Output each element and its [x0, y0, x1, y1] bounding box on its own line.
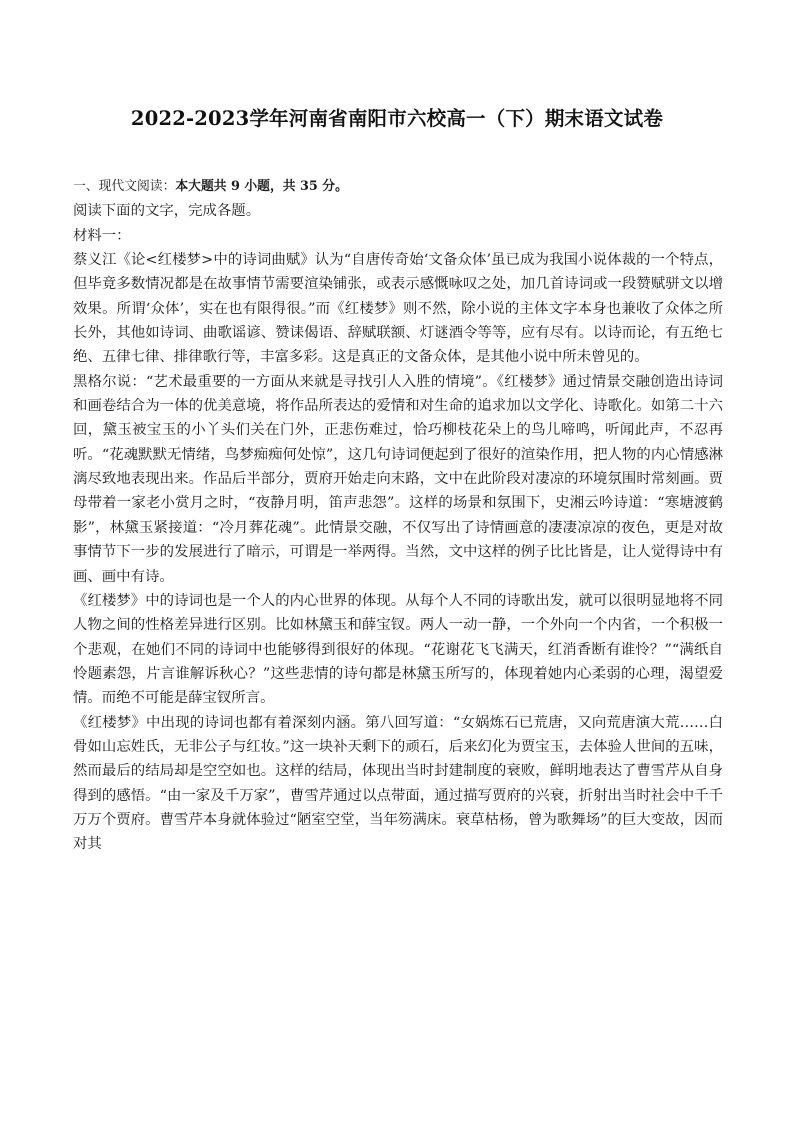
paragraph: 蔡义江《论<红楼梦>中的诗词曲赋》认为“自唐传奇始‘文备众体’虽已成为我国小说体裁的一个特点，但毕竟多数情况都是在故事情节需要渲染铺张，或表示感慨咏叹之处，加几首诗词或一段赞赋骈文以增效果。所谓‘众体’，实在也有限得很。”而《红楼梦》则不然，除小说的主体文字本身也兼收了众体之所长外，其他如诗词、曲歌谣谚、赞诔偈语、辞赋联额、灯谜酒令等等，应有尽有。以诗而论，有五绝七绝、五律七律、排律歌行等，丰富多彩。这是真正的文备众体，是其他小说中所未曾见的。 [73, 252, 723, 366]
document-body [73, 175, 723, 857]
section-score-info: 本大题共 9 小题，共 35 分。 [175, 179, 348, 194]
paragraph: 《红楼梦》中出现的诗词也都有着深刻内涵。第八回写道：“女娲炼石已荒唐，又向荒唐演大荒……白骨如山忘姓氏，无非公子与红妆。”这一块补天剩下的顽石，后来幻化为贾宝玉，去体验人世间的五味，然而最后的结局却是空空如也。这样的结局，体现出当时封建制度的衰败，鲜明地表达了曹雪芹从自身得到的感悟。“由一家及千万家”，曹雪芹通过以点带面，通过描写贾府的兴衰，折射出当时社会中千千万万个贾府。曹雪芹本身就体验过“陋室空堂，当年笏满床。衰草枯杨，曾为歌舞场”的巨大变故，因而对其 [73, 714, 723, 853]
material-label: 材料一： [73, 227, 131, 244]
section-heading [73, 175, 723, 199]
paragraph: 《红楼梦》中的诗词也是一个人的内心世界的体现。从每个人不同的诗歌出发，就可以很明显地将不同人物之间的性格差异进行区别。比如林黛玉和薛宝钗。两人一动一静，一个外向一个内省，一个积极一个悲观，在她们不同的诗词中也能够得到很好的体现。“花谢花飞飞满天，红消香断有谁怜？”“满纸自怜题素怨，片言谁解诉秋心？”这些悲情的诗句都是林黛玉所写的，体现着她内心柔弱的心理，渴望爱情。而绝不可能是薛宝钗所言。 [73, 592, 723, 707]
reading-instruction: 阅读下面的文字，完成各题。 [73, 203, 261, 220]
paragraph: 黑格尔说：“艺术最重要的一方面从来就是寻找引人入胜的情境”。《红楼梦》通过情景交融创造出诗词和画卷结合为一体的优美意境，将作品所表达的爱情和对生命的追求加以文学化、诗歌化。如第二十六回，黛玉被宝玉的小丫头们关在门外，正悲伤难过，恰巧柳枝花朵上的鸟儿啼鸣，听闻此声，不忍再听。“花魂默默无情绪，鸟梦痴痴何处惊”，这几句诗词便起到了很好的渲染作用，把人物的内心情感淋漓尽致地表现出来。作品后半部分，贾府开始走向末路，文中在此阶段对凄凉的环境氛围时常刻画。贾母带着一家老小赏月之时，“夜静月明，笛声悲怨”。这样的场景和氛围下，史湘云吟诗道：“寒塘渡鹤影”，林黛玉紧接道：“冷月葬花魂”。此情景交融，不仅写出了诗情画意的凄凄凉凉的夜色，更是对故事情节下一步的发展进行了暗示，可谓是一举两得。当然，文中这样的例子比比皆是，让人觉得诗中有画、画中有诗。 [73, 373, 723, 585]
section-prefix: 一、现代文阅读： [73, 179, 176, 194]
page-title: 2022-2023学年河南省南阳市六校高一（下）期末语文试卷 [130, 107, 664, 130]
